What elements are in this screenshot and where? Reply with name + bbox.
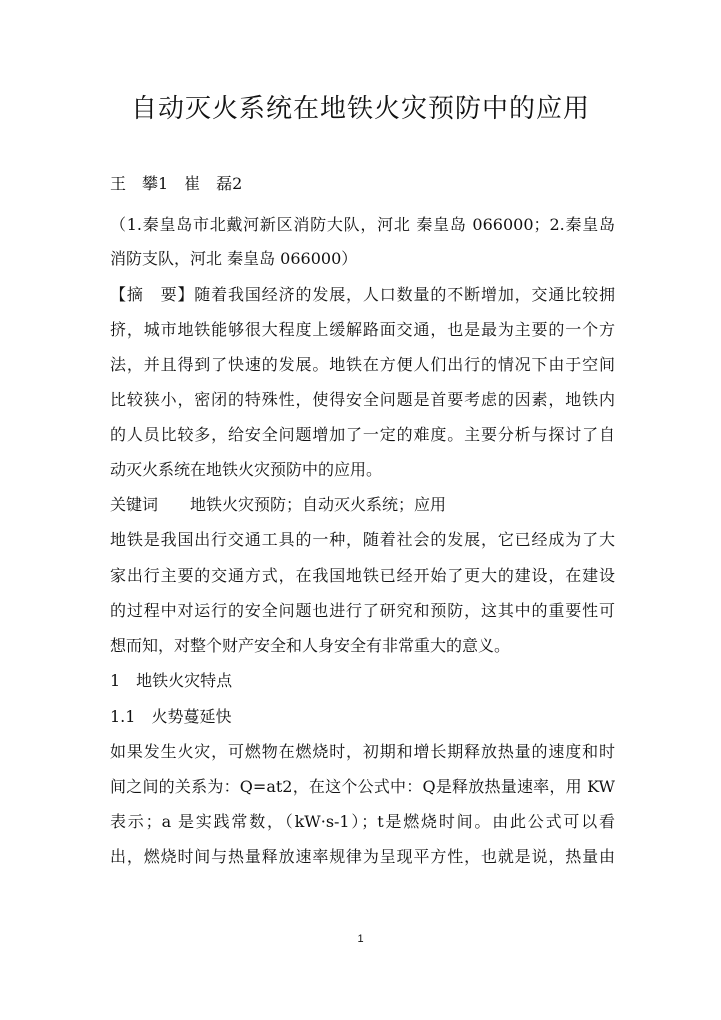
intro-line: 的过程中对运行的安全问题也进行了研究和预防，这其中的重要性可 — [110, 601, 615, 620]
abstract-line: 比较狭小，密闭的特殊性，使得安全问题是首要考虑的因素，地铁内 — [110, 390, 615, 409]
section-heading: 1 地铁火灾特点 — [110, 671, 233, 690]
subsection-heading: 1.1 火势蔓延快 — [110, 707, 232, 726]
intro-line: 家出行主要的交通方式，在我国地铁已经开始了更大的建设，在建设 — [110, 566, 615, 585]
page-number: 1 — [357, 933, 364, 945]
abstract-line: 法，并且得到了快速的发展。地铁在方便人们出行的情况下由于空间 — [110, 355, 615, 374]
affiliation-line: 消防支队，河北 秦皇岛 066000） — [110, 249, 358, 268]
authors: 王 攀1 崔 磊2 — [110, 174, 243, 193]
abstract-line: 【摘 要】随着我国经济的发展，人口数量的不断增加，交通比较拥 — [110, 285, 615, 304]
intro-line: 想而知，对整个财产安全和人身安全有非常重大的意义。 — [110, 636, 511, 655]
affiliation-line: （1.秦皇岛市北戴河新区消防大队，河北 秦皇岛 066000；2.秦皇岛 — [110, 215, 615, 234]
intro-line: 地铁是我国出行交通工具的一种，随着社会的发展，它已经成为了大 — [110, 530, 615, 549]
abstract-line: 动灭火系统在地铁火灾预防中的应用。 — [110, 460, 383, 479]
body-line: 出，燃烧时间与热量释放速率规律为呈现平方性，也就是说，热量由 — [110, 847, 615, 866]
body-line: 间之间的关系为：Q=at2，在这个公式中：Q是释放热量速率，用 KW — [110, 777, 615, 796]
keywords: 关键词 地铁火灾预防；自动灭火系统；应用 — [110, 495, 447, 514]
document-title: 自动灭火系统在地铁火灾预防中的应用 — [130, 94, 590, 124]
body-line: 如果发生火灾，可燃物在燃烧时，初期和增长期释放热量的速度和时 — [110, 742, 615, 761]
body-line: 表示；a 是实践常数，（kW·s-1）；t是燃烧时间。由此公式可以看 — [110, 812, 615, 831]
abstract-line: 的人员比较多，给安全问题增加了一定的难度。主要分析与探讨了自 — [110, 425, 615, 444]
abstract-line: 挤，城市地铁能够很大程度上缓解路面交通，也是最为主要的一个方 — [110, 320, 615, 339]
